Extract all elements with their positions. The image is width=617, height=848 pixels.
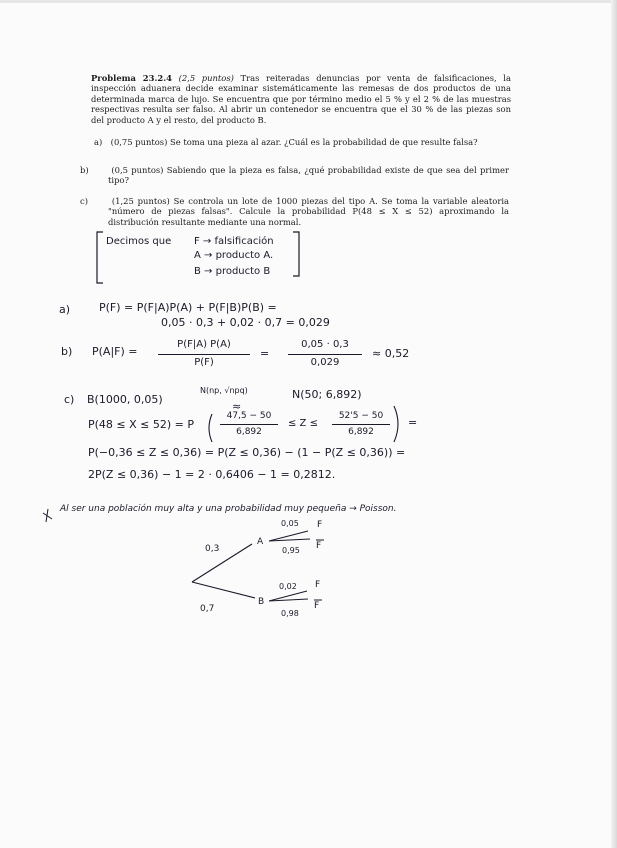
answer-c-label: c) <box>64 393 75 406</box>
tree-a-leaf-nf: F <box>316 541 322 551</box>
answer-c-frac2-den: 6,892 <box>348 427 374 437</box>
answer-c-frac2-bar <box>332 424 390 425</box>
tree-a-nf-prob: 0,95 <box>282 546 300 555</box>
tree-node-a: A <box>257 537 264 547</box>
answer-c-mid: ≤ Z ≤ <box>288 418 318 429</box>
remark-poisson: Al ser una población muy alta y una probabilidad muy pequeña → Poisson. <box>60 504 397 514</box>
problem-title: Problema 23.2.4 <box>91 73 172 83</box>
answer-b-result: ≈ 0,52 <box>372 347 410 360</box>
legend-item-f: F → falsificación <box>194 236 274 247</box>
tree-b-leaf-f: F <box>315 580 321 590</box>
tree-a-leaf-f: F <box>317 520 323 530</box>
legend-item-a: A → producto A. <box>194 250 274 261</box>
answer-c-normal-params: N(np, √npq) <box>200 386 248 395</box>
question-c-text: (1,25 puntos) Se controla un lote de 1000 piezas del tipo A. Se toma la variable aleatoria "número de piezas falsas". Calcule la probabilidad P(48 ≤ X ≤ 52) aproximando la distribución resultante mediante una normal. <box>108 196 510 227</box>
question-b-text: (0,5 puntos) Sabiendo que la pieza es falsa, ¿qué probabilidad existe de que sea del primer tipo? <box>108 165 509 186</box>
tree-node-b: B <box>258 597 265 607</box>
answer-c-normal: N(50; 6,892) <box>292 388 362 401</box>
problem-points: (2,5 puntos) <box>178 73 234 83</box>
tree-a-f-prob: 0,05 <box>281 519 299 528</box>
answer-c-line3: P(−0,36 ≤ Z ≤ 0,36) = P(Z ≤ 0,36) − (1 − P(Z ≤ 0,36)) = <box>88 446 406 459</box>
problem-text: Tras reiteradas denuncias por venta de falsificaciones, la inspección aduanera decide examinar sistemáticamente las remesas de dos productos de una determinada marca de lujo. Se encuentra que por término medio el 5 % y el 2 % de las muestras respectivas resulta ser falso. Al abrir un contenedor se encuentra que el 30 % de las piezas son del producto A y el resto, del producto B. <box>91 73 511 125</box>
answer-b-eq: = <box>260 347 270 360</box>
tree-b-nf-prob: 0,98 <box>281 609 299 618</box>
answer-b-frac1-den: P(F) <box>194 357 214 368</box>
answer-b-label: b) <box>61 345 73 358</box>
answer-b-frac2-bar <box>288 354 362 355</box>
question-a-text: (0,75 puntos) Se toma una pieza al azar. ¿Cuál es la probabilidad de que resulte falsa? <box>110 137 478 147</box>
answer-c-line4: 2P(Z ≤ 0,36) − 1 = 2 · 0,6406 − 1 = 0,2812. <box>88 468 336 481</box>
answer-a-line2: 0,05 · 0,3 + 0,02 · 0,7 = 0,029 <box>161 316 330 329</box>
tree-b-leaf-nf: F <box>314 601 320 611</box>
answer-c-frac2-num: 52'5 − 50 <box>338 411 384 421</box>
tree-prob-b: 0,7 <box>200 604 215 614</box>
answer-b-frac2-num: 0,05 · 0,3 <box>301 339 349 350</box>
answer-c-approx: ≈ <box>232 400 242 413</box>
answer-c-frac1-den: 6,892 <box>236 427 262 437</box>
answer-c-frac1-bar <box>220 424 278 425</box>
question-b-label: b) <box>80 165 89 175</box>
question-c-label: c) <box>80 196 88 206</box>
answer-c-binomial: B(1000, 0,05) <box>87 393 163 406</box>
legend-item-b: B → producto B <box>194 266 271 277</box>
answer-c-line2-lhs: P(48 ≤ X ≤ 52) = P <box>88 418 195 431</box>
answer-b-frac2-den: 0,029 <box>310 357 340 368</box>
answer-b-frac1-num: P(F|A) P(A) <box>177 339 231 350</box>
answer-b-frac1-bar <box>158 354 250 355</box>
answer-a-line1: P(F) = P(F|A)P(A) + P(F|B)P(B) = <box>99 301 277 314</box>
answer-c-line2-end: = <box>408 416 418 429</box>
question-a-label: a) <box>94 137 103 147</box>
legend-lead: Decimos que <box>106 236 172 247</box>
answer-b-lhs: P(A|F) = <box>92 345 138 358</box>
tree-b-f-prob: 0,02 <box>279 582 297 591</box>
answer-a-label: a) <box>59 303 71 316</box>
answer-c-frac1-num: 47,5 − 50 <box>226 411 272 421</box>
tree-prob-a: 0,3 <box>205 544 220 554</box>
